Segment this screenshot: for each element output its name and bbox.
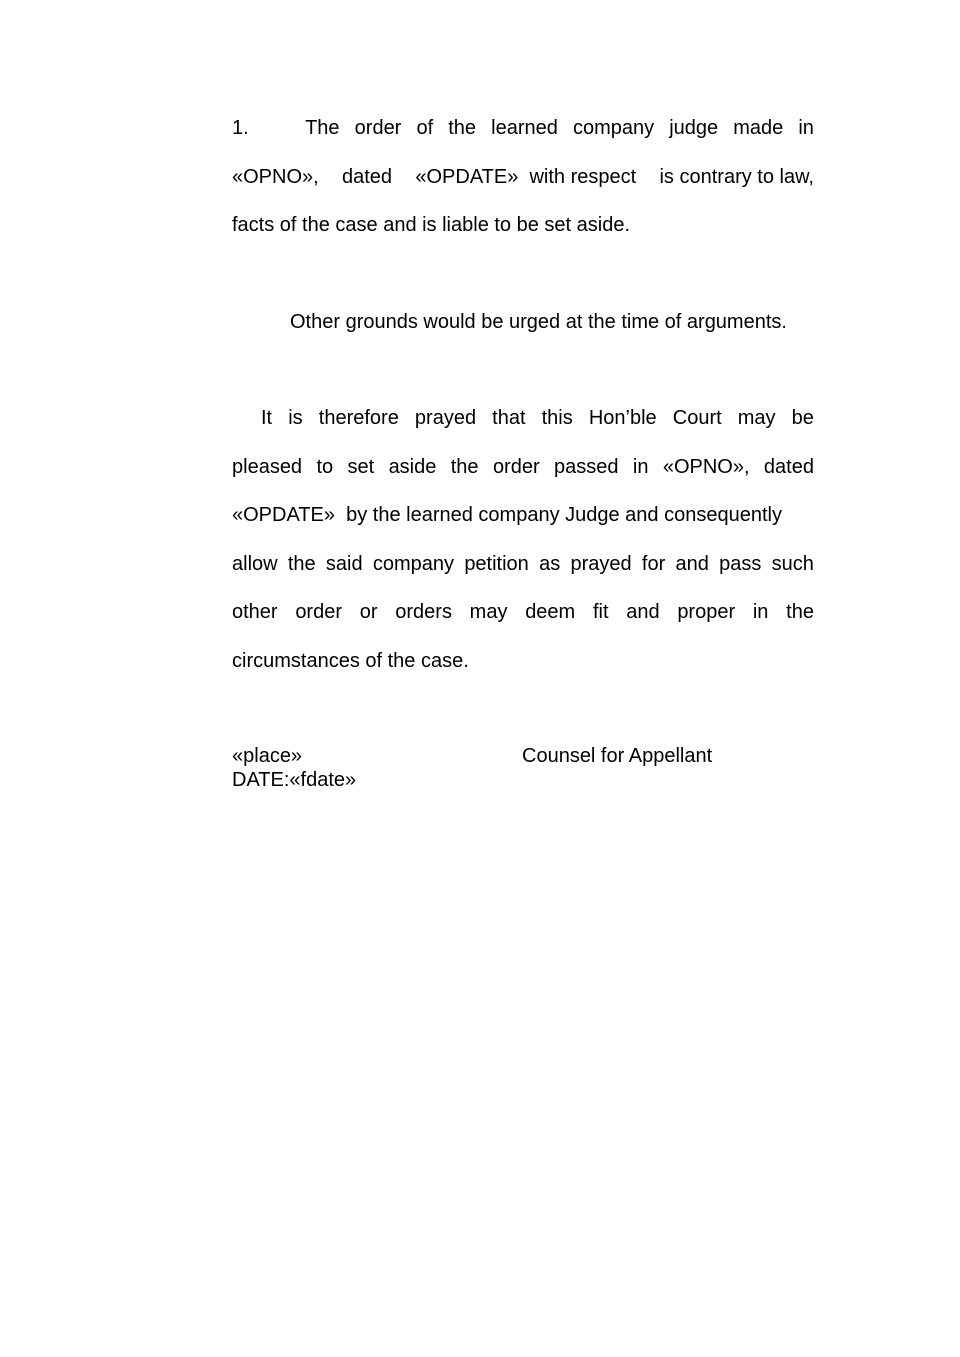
ground-paragraph-1 bbox=[232, 104, 814, 250]
prayer-word: this bbox=[541, 407, 573, 429]
prayer-word: be bbox=[791, 407, 814, 429]
ground-1-word: learned bbox=[491, 117, 558, 139]
prayer-word: and bbox=[626, 601, 660, 623]
prayer-word: petition bbox=[464, 552, 529, 575]
other-grounds-text: Other grounds would be urged at the time of arguments. bbox=[290, 311, 787, 333]
ground-1-word: made bbox=[733, 117, 784, 139]
ground-1-segment: «OPDATE» with respect bbox=[415, 165, 637, 188]
prayer-word: such bbox=[771, 552, 814, 575]
prayer-word: order bbox=[295, 601, 343, 623]
prayer-word: may bbox=[469, 601, 508, 623]
prayer-word: the bbox=[450, 455, 479, 478]
ground-1-word: judge bbox=[669, 117, 719, 139]
prayer-word: «OPNO», bbox=[662, 455, 750, 478]
prayer-word: therefore bbox=[318, 407, 399, 429]
prayer-word: passed bbox=[554, 455, 619, 478]
ground-1-line-3: facts of the case and is liable to be set aside. bbox=[232, 214, 631, 236]
signature-date: DATE:«fdate» bbox=[232, 769, 357, 791]
prayer-word: company bbox=[372, 552, 455, 575]
signature-place: «place» bbox=[232, 745, 303, 767]
prayer-word: dated bbox=[763, 455, 814, 478]
prayer-word: prayed bbox=[570, 552, 632, 575]
prayer-word: deem bbox=[525, 601, 576, 623]
ground-1-word: of bbox=[416, 117, 434, 139]
prayer-word: fit bbox=[592, 601, 609, 623]
prayer-word: said bbox=[325, 552, 363, 575]
prayer-word: to bbox=[316, 455, 334, 478]
ground-1-segment: dated bbox=[342, 165, 393, 188]
prayer-line-2 bbox=[232, 443, 814, 492]
prayer-word: for bbox=[641, 552, 666, 575]
ground-1-word: the bbox=[448, 117, 477, 139]
ground-1-segment: «OPNO», bbox=[232, 165, 319, 188]
ground-number: 1. bbox=[232, 117, 249, 139]
ground-1-word: company bbox=[572, 117, 655, 139]
prayer-word: in bbox=[632, 455, 649, 478]
prayer-word: may bbox=[737, 407, 776, 429]
prayer-word: or bbox=[359, 601, 378, 623]
prayer-word: the bbox=[786, 601, 814, 623]
prayer-word: allow bbox=[232, 552, 278, 575]
prayer-word: proper bbox=[677, 601, 736, 623]
prayer-word: pleased bbox=[232, 455, 303, 478]
ground-1-segment: is contrary to law, bbox=[659, 165, 814, 188]
ground-1-line-1 bbox=[232, 104, 814, 153]
ground-1-word: The bbox=[305, 117, 340, 139]
prayer-word: and bbox=[675, 552, 709, 575]
prayer-line-1 bbox=[232, 394, 814, 443]
prayer-word: as bbox=[539, 552, 561, 575]
prayer-word: in bbox=[752, 601, 769, 623]
prayer-word: It bbox=[261, 407, 273, 429]
prayer-word: orders bbox=[395, 601, 452, 623]
prayer-line-4 bbox=[232, 540, 814, 589]
ground-1-line-2 bbox=[232, 153, 814, 202]
prayer-word: set bbox=[347, 455, 375, 478]
prayer-word: the bbox=[287, 552, 316, 575]
prayer-word: pass bbox=[719, 552, 762, 575]
prayer-word: other bbox=[232, 601, 278, 623]
prayer-line-6: circumstances of the case. bbox=[232, 649, 469, 672]
prayer-line-3: «OPDATE» by the learned company Judge and consequently bbox=[232, 504, 782, 526]
prayer-word: aside bbox=[388, 455, 437, 478]
counsel-for-appellant: Counsel for Appellant bbox=[522, 745, 713, 767]
prayer-word: Hon’ble bbox=[588, 407, 657, 429]
ground-1-word: order bbox=[354, 117, 402, 139]
prayer-word: that bbox=[492, 407, 526, 429]
prayer-line-5 bbox=[232, 588, 814, 637]
prayer-word: is bbox=[288, 407, 303, 429]
prayer-paragraph bbox=[232, 394, 814, 685]
prayer-word: order bbox=[492, 455, 540, 478]
ground-1-word: in bbox=[798, 117, 814, 139]
prayer-word: Court bbox=[672, 407, 722, 429]
prayer-word: prayed bbox=[414, 407, 477, 429]
